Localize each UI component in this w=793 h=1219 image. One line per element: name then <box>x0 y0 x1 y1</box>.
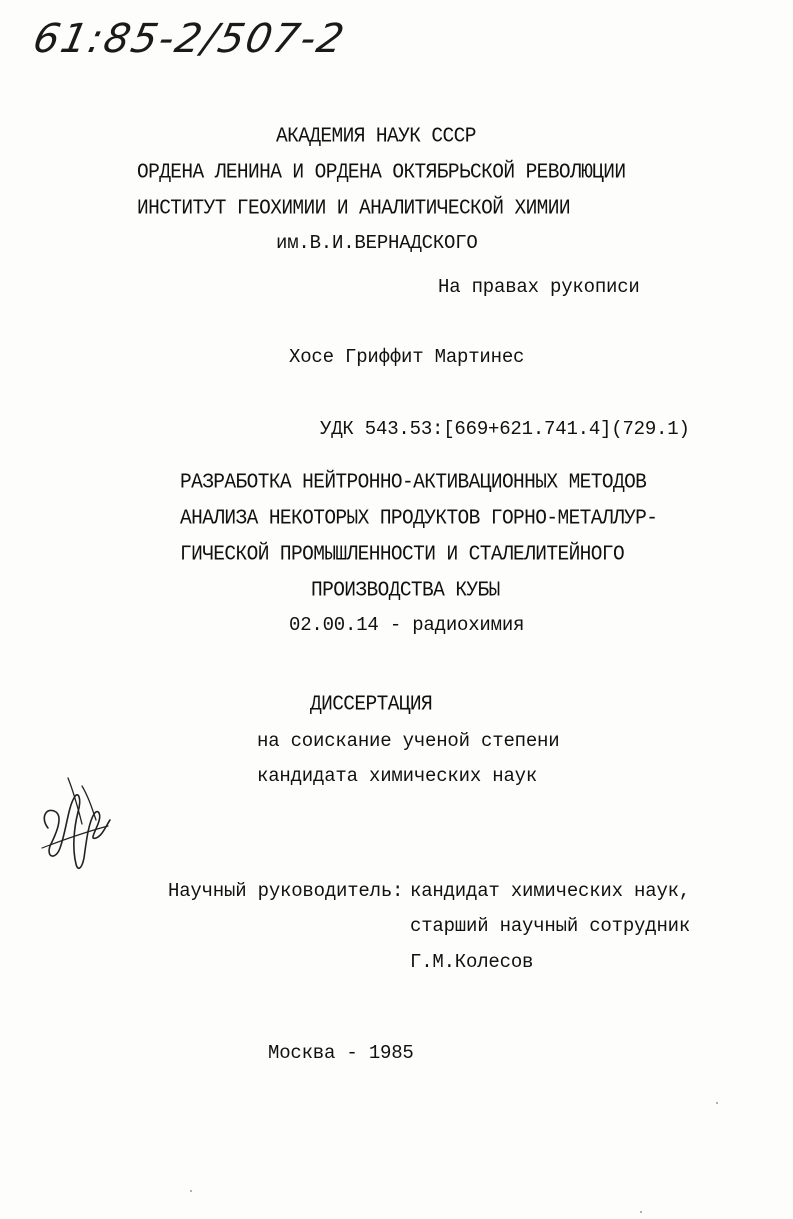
title-line-1: РАЗРАБОТКА НЕЙТРОННО-АКТИВАЦИОННЫХ МЕТОДОВ <box>180 470 647 494</box>
named-after-heading: им.В.И.ВЕРНАДСКОГО <box>276 232 478 254</box>
udc-code: УДК 543.53:[669+621.741.4](729.1) <box>320 418 690 440</box>
paper-speck <box>716 1102 718 1104</box>
institute-heading: ИНСТИТУТ ГЕОХИМИИ И АНАЛИТИЧЕСКОЙ ХИМИИ <box>137 196 570 220</box>
place-and-year: Москва - 1985 <box>268 1042 414 1064</box>
manuscript-rights-note: На правах рукописи <box>438 276 640 298</box>
dissertation-label: ДИССЕРТАЦИЯ <box>310 692 433 716</box>
paper-speck <box>640 1211 642 1213</box>
specialty-code: 02.00.14 - радиохимия <box>289 614 525 636</box>
title-line-2: АНАЛИЗА НЕКОТОРЫХ ПРОДУКТОВ ГОРНО-МЕТАЛЛУР- <box>180 506 658 530</box>
degree-purpose-line-1: на соискание ученой степени <box>257 730 560 752</box>
title-line-3: ГИЧЕСКОЙ ПРОМЫШЛЕННОСТИ И СТАЛЕЛИТЕЙНОГО <box>180 542 625 566</box>
paper-speck <box>190 1190 192 1192</box>
degree-purpose-line-2: кандидата химических наук <box>257 765 538 787</box>
academy-heading: АКАДЕМИЯ НАУК СССР <box>276 124 476 148</box>
supervisor-position: старший научный сотрудник <box>410 915 691 937</box>
supervisor-degree: кандидат химических наук, <box>410 880 691 902</box>
handwritten-signature <box>38 768 118 878</box>
author-name: Хосе Гриффит Мартинес <box>289 346 525 368</box>
order-heading: ОРДЕНА ЛЕНИНА И ОРДЕНА ОКТЯБРЬСКОЙ РЕВОЛЮЦИИ <box>137 160 626 184</box>
archive-number-handwritten: 61:85-2/507-2 <box>29 16 350 62</box>
title-line-4: ПРОИЗВОДСТВА КУБЫ <box>311 578 500 602</box>
supervisor-label: Научный руководитель: <box>168 880 404 902</box>
supervisor-name: Г.М.Колесов <box>410 951 534 973</box>
